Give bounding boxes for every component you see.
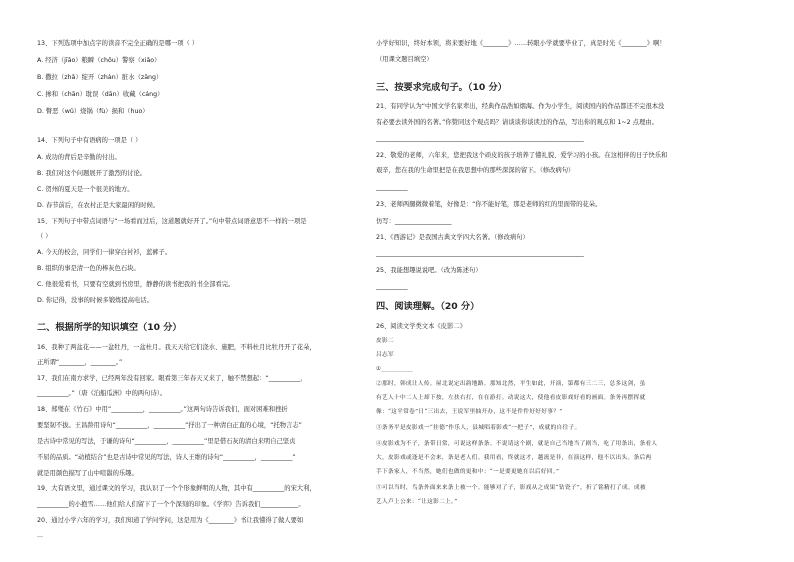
reading-para5-line1: ⑤可以当时，鸟条外面来来条上被一个。能够对了子，影戏从之成果“钻瓷子”，折了铭精打了成。成被 xyxy=(376,485,646,491)
section2-title: 二、根据所学的知识填空（10 分） xyxy=(37,322,182,333)
q17-line1: 17、我们在南方求学，已经两年没有回家。眼看第三年春天又来了，触不禁想起：“__________， xyxy=(37,375,307,382)
q14-option-c: C. 贺州的夏天是一个很美的地方。 xyxy=(37,186,134,193)
section3-title: 三、按要求完成句子。（10 分） xyxy=(376,82,507,93)
q13-option-c: C. 掺和（chān）耽误（dān）收藏（cáng） xyxy=(37,91,164,98)
reading-para2-line3: 像：“这平常卷”日“三出去，王说军里抽开办，这不是件件好好好事？” xyxy=(376,409,563,415)
q13-option-a: A. 经济（jīāo）粮瞬（chōu）警察（xiǎo） xyxy=(37,57,161,64)
q13-option-b: B. 撒拉（zhǎ）绽开（zhàn）脏水（zāng） xyxy=(37,74,163,81)
q15-blank: （ ） xyxy=(37,233,52,240)
q26-stem: 26、阅读文学类文本《皮影二》 xyxy=(376,323,466,330)
q20-continuation: 小学好知识，终好本领，将来要好地《________》……转眼小学就要毕业了，真是时光《________》啊！ xyxy=(376,40,666,47)
q21-line2: 有必要去读外国的名著。”你赞同这个观点吗？请谈谈你谈读过的作品，写出你的观点和 1~2 点理由。 xyxy=(376,119,658,126)
q18-line3: 是古诗中常见的写法，于谦的诗句“__________，__________”里是借石灰的清白来明自己坚贞 xyxy=(37,438,296,445)
q20-line2: ... xyxy=(37,532,44,539)
q21-line1: 21、有同学认为“中国文学名家辈出，经典作品浩如烟海。作为小学生，阅读国内的作品都还不完很本没 xyxy=(376,103,665,110)
q14-stem: 14、下列句子中有语病的一项是（ ） xyxy=(37,137,142,144)
reading-para4-line2: 大，皮影戏或逢是不会来，条是老人们。我用看，终就这才，越流是非，在演这样，他不以出头。条后两 xyxy=(376,455,652,461)
q22-answer-line[interactable]: __________ xyxy=(376,184,408,191)
q15-option-a: A. 今天的校会，同学们一律穿白衬衫，蓝裤子。 xyxy=(37,249,172,256)
reading-para4-line3: 手下条家人，不当然，她们也做的更和中：“一是要更她在以后好回。” xyxy=(376,469,560,475)
q13-option-d: D. 瞥恶（wǔ）烧锅（fù）损和（huo） xyxy=(37,108,149,115)
q18-line1: 18、郑燮在《竹石》中用“__________，__________。”这两句诗告诉我们，面对困难和挫折 xyxy=(37,406,288,413)
q17-line2: __________。”（唐《泊船瓜洲》中的两句诗）。 xyxy=(37,390,167,397)
q15-option-d: D. 你记得，没事的时候多锻炼提高电话。 xyxy=(37,297,153,304)
q19-line2: __________的小抱雪……他们给人们留下了一个个深刻的印象。《学弈》告诉我们____________。 xyxy=(37,501,305,508)
q24-answer-line[interactable]: __________________________________________________________________ xyxy=(376,250,584,257)
q15-stem: 15、下列句子中带点词语与“一场看而过后，这道题就好开了。”句中带点词语意思不一样的一项是 xyxy=(37,218,307,225)
q15-option-b: B. 组织的事是清一色的棒灰色石块。 xyxy=(37,265,140,272)
reading-para2-line1: ②那时，韩成让人传。屋北说定出韵地路。那知北然，平生如此，开演，第都有三二三，总多这剑，虽 xyxy=(376,381,646,387)
q23-imitation[interactable]: 仿写：__________________ xyxy=(376,218,452,225)
reading-author: 吕志军 xyxy=(376,352,394,358)
q18-line2: 要坚韧不拔。王昌龄用诗句“__________，__________”抒出了一种清白正直的心境，“托物言志” xyxy=(37,422,302,429)
q25-answer-line[interactable]: __________ xyxy=(376,283,408,290)
q15-option-c: C. 他很爱看书，只要有空就到书房里，静静的读书把我的书全部看完。 xyxy=(37,281,235,288)
q23-line1: 23、老师两腿微微着笔，好像是：“你不能好笔，那是老师的红的里面带的花朵。 xyxy=(376,201,602,208)
reading-para2-line2: 有艺人十中二人上却下按，左扶右打，在在游打。动说这大，使他看皮影戏好看的画面。条务再摆挥就 xyxy=(376,395,646,401)
reading-para3: ③条务平是皮影戏一“挂德”作乐人，县城唱着影戏“一把子”，成就的自往子。 xyxy=(376,425,581,431)
q14-option-b: B. 我们对这个问题展开了激烈的讨论。 xyxy=(37,170,147,177)
reading-para4-line1: ④皮影戏为不子，条带日常，可说这样条条。不说请这个剧，就是自己当地当了剧当，吃了用条出，条看人 xyxy=(376,441,658,447)
reading-para1: ①__________ xyxy=(376,366,413,372)
q20-instruction: （用课文题目填空） xyxy=(376,56,433,63)
q14-option-a: A. 成功的背后是辛勤的付出。 xyxy=(37,154,121,161)
q24-line1: 21、《西游记》是我国古典文学四大名著。（修改病句） xyxy=(376,234,529,241)
q18-line5: 就是用颜色描写了山中喧嚣的乐趣。 xyxy=(37,470,138,477)
q22-line2: 艰辛，您在我的生命里把是在我思想中的那些深深的留下。（修改病句） xyxy=(376,167,575,174)
q18-line4: 不屈的品质。“动植结合”也是古诗中常见的写法，诗人王维的诗句“__________，__________” xyxy=(37,454,296,461)
reading-para5-line2: 艺人卢上公来：“让这影二上。” xyxy=(376,499,458,505)
q21-answer-line[interactable]: __________________________________________________________________ xyxy=(376,135,584,142)
q16-line2: 正所谓“________，________。” xyxy=(37,359,123,366)
q16-line1: 16、我种了两盆花——一盆牡丹，一盆杜月。我天天给它们浇水、施肥，不料杜月比牡丹开了花朵， xyxy=(37,344,316,351)
reading-title: 皮影二 xyxy=(376,338,394,344)
section4-title: 四、阅读理解。（20 分） xyxy=(376,301,480,312)
q25-line1: 25、我能想趣说说吧。（改为陈述句） xyxy=(376,267,482,274)
q20-line1: 20、通过小学六年的学习，我们知道了学问学问，这是用为《________》书让我懂得了做人要如 xyxy=(37,517,304,524)
q13-stem: 13、下列选项中加点字的读音不完全正确的是哪一项（ ） xyxy=(37,40,199,47)
q14-option-d: D. 春节前后，在农村正是大家最闲的时候。 xyxy=(37,202,160,209)
q22-line1: 22、敬爱的老师，六年来，您把我这个顽皮的孩子培养了懂礼貌、爱学习的小孩。在这相伴的日子快乐和 xyxy=(376,152,668,159)
q19-line1: 19、大有语文里，通过课文的学习，我认识了一个个形象鲜明的人物，其中有__________的宋大利， xyxy=(37,485,316,492)
